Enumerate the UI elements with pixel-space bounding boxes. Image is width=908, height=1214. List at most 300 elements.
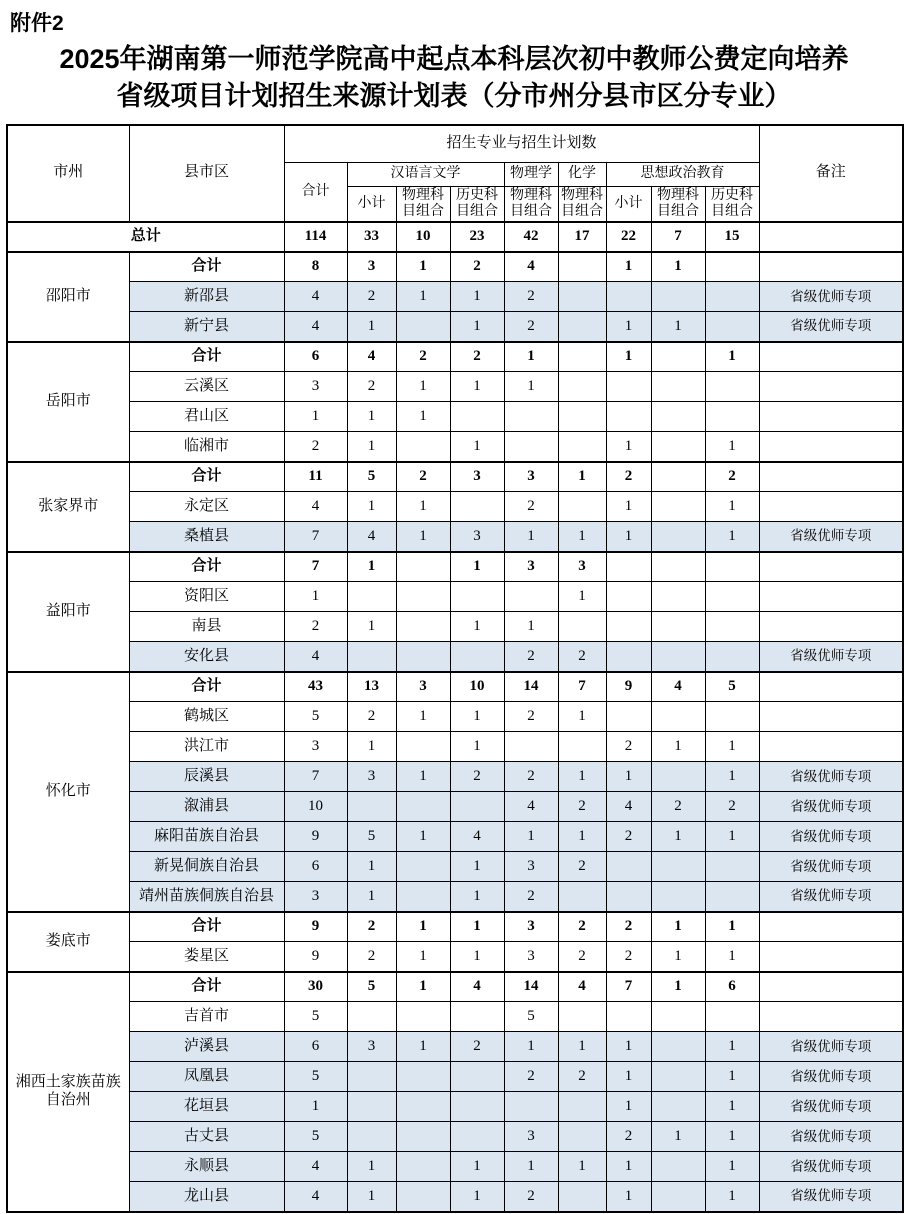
value-cell: 1 [504, 1152, 558, 1182]
value-cell: 1 [396, 702, 450, 732]
col-header-chinese-subtotal: 小计 [347, 187, 396, 222]
value-cell: 1 [396, 282, 450, 312]
value-cell: 1 [705, 1122, 759, 1152]
value-cell: 4 [284, 282, 347, 312]
value-cell [450, 1002, 504, 1032]
remark-cell: 省级优师专项 [759, 1092, 903, 1122]
value-cell: 2 [450, 1032, 504, 1062]
value-cell: 5 [284, 702, 347, 732]
remark-cell: 省级优师专项 [759, 852, 903, 882]
col-header-major-politics: 思想政治教育 [606, 163, 759, 187]
county-cell: 桑植县 [129, 522, 284, 552]
city-subtotal-row [7, 972, 903, 1002]
value-cell: 6 [284, 1032, 347, 1062]
remark-cell [759, 222, 903, 252]
value-cell [651, 612, 705, 642]
value-cell: 2 [450, 762, 504, 792]
col-header-chinese-physics-combo: 物理科目组合 [396, 187, 450, 222]
county-row [7, 582, 903, 612]
value-cell [558, 372, 606, 402]
subtotal-value-cell: 10 [450, 672, 504, 702]
value-cell: 4 [347, 522, 396, 552]
remark-cell [759, 672, 903, 702]
value-cell [606, 612, 651, 642]
value-cell: 2 [504, 642, 558, 672]
value-cell [651, 642, 705, 672]
remark-cell [759, 612, 903, 642]
value-cell [606, 582, 651, 612]
value-cell [705, 642, 759, 672]
value-cell: 1 [450, 702, 504, 732]
value-cell [396, 312, 450, 342]
value-cell [651, 402, 705, 432]
value-cell: 2 [558, 942, 606, 972]
grand-total-value-cell: 42 [504, 222, 558, 252]
value-cell [504, 732, 558, 762]
value-cell [606, 702, 651, 732]
col-header-plan-group: 招生专业与招生计划数 [284, 125, 759, 163]
county-row [7, 492, 903, 522]
grand-total-value-cell: 15 [705, 222, 759, 252]
remark-cell: 省级优师专项 [759, 642, 903, 672]
value-cell: 1 [347, 732, 396, 762]
value-cell: 2 [347, 282, 396, 312]
value-cell [651, 702, 705, 732]
subtotal-value-cell: 9 [284, 912, 347, 942]
remark-cell [759, 372, 903, 402]
value-cell: 1 [606, 1092, 651, 1122]
subtotal-label-cell: 合计 [129, 972, 284, 1002]
value-cell: 7 [284, 762, 347, 792]
county-cell: 永顺县 [129, 1152, 284, 1182]
value-cell: 1 [606, 1182, 651, 1212]
value-cell: 1 [558, 1152, 606, 1182]
value-cell: 1 [558, 762, 606, 792]
value-cell: 1 [450, 1182, 504, 1212]
attachment-label: 附件2 [10, 12, 64, 35]
value-cell [450, 492, 504, 522]
col-header-city: 市州 [7, 125, 129, 222]
value-cell: 3 [347, 1032, 396, 1062]
subtotal-value-cell: 2 [450, 342, 504, 372]
value-cell [606, 642, 651, 672]
value-cell: 1 [705, 1152, 759, 1182]
county-cell: 安化县 [129, 642, 284, 672]
value-cell: 1 [606, 522, 651, 552]
value-cell: 4 [284, 642, 347, 672]
remark-cell: 省级优师专项 [759, 1152, 903, 1182]
value-cell [504, 582, 558, 612]
value-cell: 1 [284, 582, 347, 612]
subtotal-value-cell: 2 [347, 912, 396, 942]
county-cell: 新晃侗族自治县 [129, 852, 284, 882]
value-cell: 2 [347, 702, 396, 732]
subtotal-value-cell: 2 [606, 462, 651, 492]
city-cell: 湘西土家族苗族自治州 [7, 972, 129, 1212]
value-cell [396, 1062, 450, 1092]
col-header-major-chinese: 汉语言文学 [347, 163, 504, 187]
county-row [7, 852, 903, 882]
subtotal-value-cell: 2 [705, 462, 759, 492]
subtotal-value-cell: 7 [558, 672, 606, 702]
value-cell [651, 1032, 705, 1062]
county-row [7, 822, 903, 852]
value-cell [705, 402, 759, 432]
value-cell [705, 312, 759, 342]
value-cell: 1 [504, 1032, 558, 1062]
county-cell: 古丈县 [129, 1122, 284, 1152]
remark-cell: 省级优师专项 [759, 882, 903, 912]
value-cell [396, 1152, 450, 1182]
subtotal-label-cell: 合计 [129, 672, 284, 702]
value-cell [504, 432, 558, 462]
subtotal-value-cell: 5 [705, 672, 759, 702]
value-cell [651, 432, 705, 462]
value-cell: 1 [705, 822, 759, 852]
grand-total-value-cell: 114 [284, 222, 347, 252]
county-row [7, 1002, 903, 1032]
remark-cell [759, 582, 903, 612]
col-header-politics-subtotal: 小计 [606, 187, 651, 222]
remark-cell [759, 462, 903, 492]
subtotal-value-cell: 1 [396, 252, 450, 282]
value-cell: 1 [651, 732, 705, 762]
county-cell: 辰溪县 [129, 762, 284, 792]
value-cell: 1 [347, 492, 396, 522]
value-cell: 3 [347, 762, 396, 792]
remark-cell [759, 942, 903, 972]
value-cell [705, 282, 759, 312]
subtotal-value-cell [396, 552, 450, 582]
county-cell: 麻阳苗族自治县 [129, 822, 284, 852]
value-cell [558, 882, 606, 912]
county-row [7, 942, 903, 972]
value-cell: 4 [504, 792, 558, 822]
value-cell: 1 [606, 762, 651, 792]
subtotal-value-cell [651, 342, 705, 372]
col-header-major-chemistry: 化学 [558, 163, 606, 187]
subtotal-value-cell: 2 [450, 252, 504, 282]
subtotal-value-cell [705, 552, 759, 582]
grand-total-value-cell: 17 [558, 222, 606, 252]
subtotal-value-cell: 4 [651, 672, 705, 702]
value-cell [450, 1092, 504, 1122]
subtotal-label-cell: 合计 [129, 342, 284, 372]
city-subtotal-row [7, 912, 903, 942]
subtotal-value-cell [651, 552, 705, 582]
value-cell: 9 [284, 822, 347, 852]
value-cell [396, 732, 450, 762]
value-cell: 1 [705, 762, 759, 792]
value-cell [558, 612, 606, 642]
value-cell [705, 612, 759, 642]
value-cell: 1 [396, 522, 450, 552]
value-cell: 5 [347, 822, 396, 852]
county-row [7, 432, 903, 462]
value-cell: 1 [396, 942, 450, 972]
value-cell: 3 [504, 852, 558, 882]
value-cell: 1 [347, 852, 396, 882]
value-cell: 1 [504, 822, 558, 852]
value-cell [396, 1122, 450, 1152]
county-cell: 吉首市 [129, 1002, 284, 1032]
subtotal-value-cell: 2 [396, 342, 450, 372]
value-cell [347, 1062, 396, 1092]
county-row [7, 702, 903, 732]
subtotal-value-cell: 1 [705, 342, 759, 372]
value-cell [606, 402, 651, 432]
grand-total-value-cell: 33 [347, 222, 396, 252]
value-cell [396, 852, 450, 882]
subtotal-value-cell: 4 [504, 252, 558, 282]
subtotal-value-cell: 1 [651, 252, 705, 282]
grand-total-value-cell: 23 [450, 222, 504, 252]
value-cell: 6 [284, 852, 347, 882]
subtotal-value-cell [558, 342, 606, 372]
value-cell: 2 [558, 792, 606, 822]
county-row [7, 642, 903, 672]
subtotal-value-cell: 4 [450, 972, 504, 1002]
value-cell [651, 1182, 705, 1212]
value-cell: 2 [504, 492, 558, 522]
col-header-chinese-history-combo: 历史科目组合 [450, 187, 504, 222]
subtotal-value-cell [705, 252, 759, 282]
value-cell: 1 [504, 522, 558, 552]
page-title [0, 41, 908, 116]
city-subtotal-row [7, 672, 903, 702]
county-row [7, 1092, 903, 1122]
value-cell [450, 792, 504, 822]
county-cell: 临湘市 [129, 432, 284, 462]
subtotal-label-cell: 合计 [129, 552, 284, 582]
remark-cell: 省级优师专项 [759, 762, 903, 792]
subtotal-value-cell: 1 [651, 912, 705, 942]
value-cell: 1 [347, 882, 396, 912]
county-row [7, 402, 903, 432]
county-cell: 溆浦县 [129, 792, 284, 822]
value-cell [450, 402, 504, 432]
value-cell: 2 [558, 852, 606, 882]
subtotal-value-cell: 1 [396, 912, 450, 942]
value-cell: 1 [558, 522, 606, 552]
subtotal-value-cell: 9 [606, 672, 651, 702]
value-cell: 1 [450, 882, 504, 912]
subtotal-value-cell: 1 [651, 972, 705, 1002]
value-cell: 1 [396, 402, 450, 432]
value-cell [396, 642, 450, 672]
subtotal-value-cell: 14 [504, 972, 558, 1002]
county-row [7, 1122, 903, 1152]
subtotal-value-cell: 14 [504, 672, 558, 702]
value-cell: 1 [705, 432, 759, 462]
remark-cell [759, 252, 903, 282]
value-cell: 3 [504, 1122, 558, 1152]
county-cell: 君山区 [129, 402, 284, 432]
value-cell [606, 282, 651, 312]
subtotal-value-cell: 5 [347, 972, 396, 1002]
subtotal-value-cell: 3 [347, 252, 396, 282]
value-cell: 1 [558, 582, 606, 612]
subtotal-label-cell: 合计 [129, 252, 284, 282]
subtotal-value-cell: 1 [504, 342, 558, 372]
value-cell: 3 [284, 372, 347, 402]
col-header-politics-history-combo: 历史科目组合 [705, 187, 759, 222]
value-cell: 2 [651, 792, 705, 822]
subtotal-value-cell: 3 [504, 462, 558, 492]
value-cell: 1 [705, 492, 759, 522]
value-cell [450, 1122, 504, 1152]
subtotal-value-cell: 43 [284, 672, 347, 702]
value-cell: 2 [347, 372, 396, 402]
city-cell: 怀化市 [7, 672, 129, 912]
value-cell: 1 [606, 1062, 651, 1092]
value-cell: 1 [606, 432, 651, 462]
value-cell: 3 [284, 882, 347, 912]
subtotal-value-cell: 1 [347, 552, 396, 582]
value-cell [504, 1092, 558, 1122]
value-cell [396, 1002, 450, 1032]
value-cell: 2 [606, 732, 651, 762]
col-header-chemistry-combo: 物理科目组合 [558, 187, 606, 222]
value-cell [558, 732, 606, 762]
value-cell: 1 [396, 822, 450, 852]
subtotal-value-cell [606, 552, 651, 582]
subtotal-value-cell [558, 252, 606, 282]
value-cell [558, 1122, 606, 1152]
value-cell [606, 852, 651, 882]
county-row [7, 282, 903, 312]
county-cell: 资阳区 [129, 582, 284, 612]
grand-total-value-cell: 7 [651, 222, 705, 252]
value-cell [558, 402, 606, 432]
remark-cell [759, 972, 903, 1002]
county-cell: 泸溪县 [129, 1032, 284, 1062]
value-cell: 1 [558, 702, 606, 732]
value-cell: 1 [606, 1032, 651, 1062]
value-cell [651, 492, 705, 522]
value-cell: 1 [705, 942, 759, 972]
value-cell [651, 1062, 705, 1092]
county-cell: 新宁县 [129, 312, 284, 342]
grand-total-value-cell: 10 [396, 222, 450, 252]
subtotal-value-cell: 4 [347, 342, 396, 372]
header-row-1 [7, 125, 903, 163]
remark-cell: 省级优师专项 [759, 282, 903, 312]
city-cell: 邵阳市 [7, 252, 129, 342]
value-cell: 1 [450, 372, 504, 402]
value-cell: 1 [651, 822, 705, 852]
county-row [7, 312, 903, 342]
subtotal-value-cell: 3 [450, 462, 504, 492]
remark-cell: 省级优师专项 [759, 1122, 903, 1152]
county-cell: 花垣县 [129, 1092, 284, 1122]
county-row [7, 372, 903, 402]
col-header-county: 县市区 [129, 125, 284, 222]
county-cell: 南县 [129, 612, 284, 642]
value-cell: 10 [284, 792, 347, 822]
value-cell [651, 852, 705, 882]
value-cell [450, 642, 504, 672]
value-cell: 1 [450, 432, 504, 462]
city-cell: 张家界市 [7, 462, 129, 552]
subtotal-value-cell: 6 [284, 342, 347, 372]
value-cell: 1 [558, 1032, 606, 1062]
subtotal-value-cell: 1 [450, 552, 504, 582]
city-subtotal-row [7, 252, 903, 282]
value-cell: 1 [705, 522, 759, 552]
value-cell: 1 [450, 282, 504, 312]
county-cell: 永定区 [129, 492, 284, 522]
col-header-physics-combo: 物理科目组合 [504, 187, 558, 222]
grand-total-row [7, 222, 903, 252]
value-cell: 2 [606, 822, 651, 852]
value-cell: 4 [284, 1182, 347, 1212]
value-cell [450, 582, 504, 612]
value-cell: 1 [347, 1182, 396, 1212]
remark-cell [759, 912, 903, 942]
value-cell [396, 612, 450, 642]
remark-cell [759, 552, 903, 582]
subtotal-value-cell: 3 [396, 672, 450, 702]
col-header-remark: 备注 [759, 125, 903, 222]
value-cell: 1 [396, 492, 450, 522]
value-cell: 5 [284, 1002, 347, 1032]
value-cell [651, 762, 705, 792]
value-cell [347, 792, 396, 822]
value-cell [705, 702, 759, 732]
subtotal-value-cell: 2 [558, 912, 606, 942]
subtotal-value-cell: 1 [450, 912, 504, 942]
value-cell [651, 282, 705, 312]
city-subtotal-row [7, 462, 903, 492]
subtotal-value-cell: 11 [284, 462, 347, 492]
value-cell: 4 [450, 822, 504, 852]
remark-cell: 省级优师专项 [759, 1182, 903, 1212]
value-cell: 1 [705, 1062, 759, 1092]
city-cell: 娄底市 [7, 912, 129, 972]
page-title-line1: 2025年湖南第一师范学院高中起点本科层次初中教师公费定向培养 [59, 44, 849, 74]
subtotal-value-cell: 3 [504, 552, 558, 582]
grand-total-label: 总计 [7, 222, 284, 252]
value-cell [705, 1002, 759, 1032]
value-cell: 1 [558, 822, 606, 852]
value-cell: 1 [284, 402, 347, 432]
value-cell [606, 372, 651, 402]
value-cell [347, 1092, 396, 1122]
value-cell: 9 [284, 942, 347, 972]
value-cell: 1 [705, 732, 759, 762]
remark-cell: 省级优师专项 [759, 1032, 903, 1062]
value-cell: 2 [504, 882, 558, 912]
county-cell: 新邵县 [129, 282, 284, 312]
table-body [7, 222, 903, 1212]
value-cell [606, 1002, 651, 1032]
value-cell: 1 [347, 432, 396, 462]
value-cell: 1 [450, 1152, 504, 1182]
value-cell: 2 [558, 642, 606, 672]
county-row [7, 612, 903, 642]
county-cell: 靖州苗族侗族自治县 [129, 882, 284, 912]
page-title-line2: 省级项目计划招生来源计划表（分市州分县市区分专业） [116, 81, 792, 112]
subtotal-value-cell: 1 [558, 462, 606, 492]
value-cell: 2 [284, 612, 347, 642]
value-cell: 5 [284, 1122, 347, 1152]
col-header-total: 合计 [284, 163, 347, 222]
value-cell: 1 [606, 312, 651, 342]
value-cell [396, 882, 450, 912]
grand-total-value-cell: 22 [606, 222, 651, 252]
county-cell: 洪江市 [129, 732, 284, 762]
